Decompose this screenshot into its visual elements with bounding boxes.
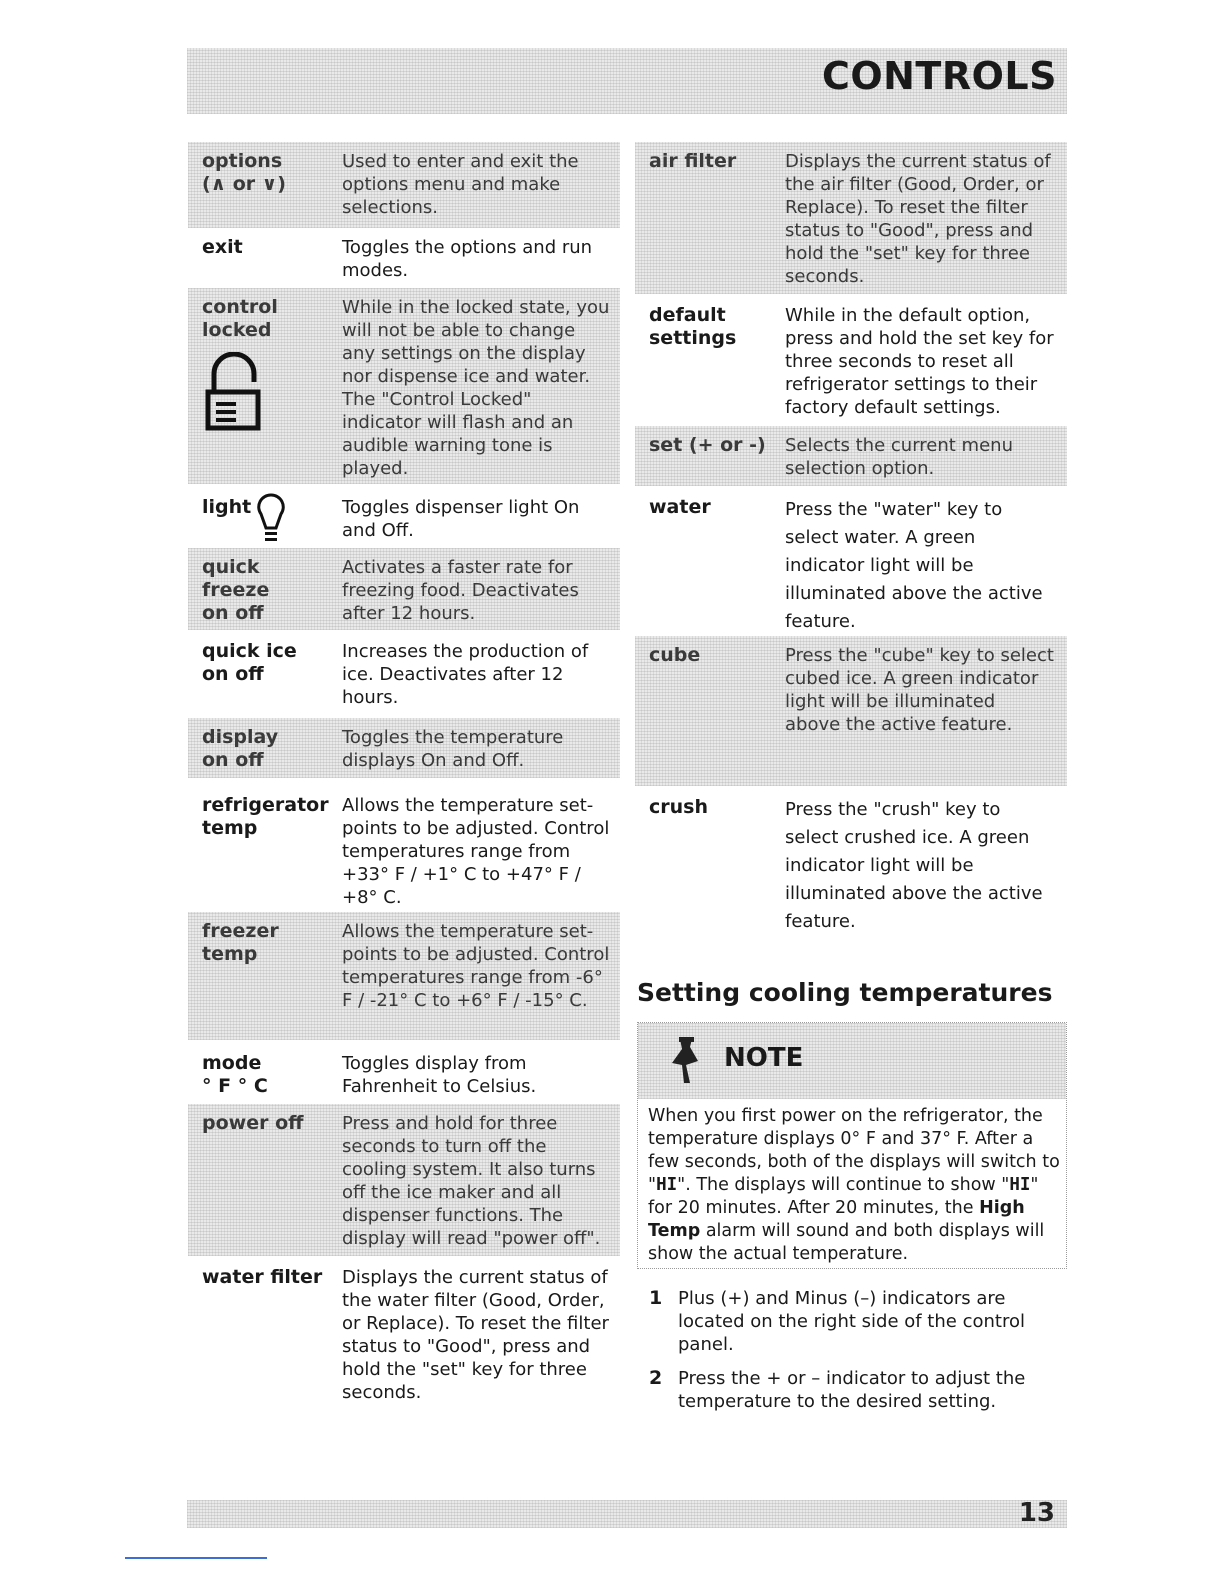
control-term: crush xyxy=(649,796,708,818)
control-description: While in the locked state, you will not be able to change any settings on the display nor dispense ice and water. The "Control Locked" indicator will flash and an audible warning tone is played. xyxy=(342,297,610,479)
note-hi: HI xyxy=(1009,1175,1031,1195)
control-description: Press the "water" key to select water. A green indicator light will be illuminated above the active feature. xyxy=(785,499,1043,632)
pushpin-icon xyxy=(668,1035,708,1087)
light-bulb-icon xyxy=(256,492,286,544)
step-number: 1 xyxy=(649,1287,663,1309)
right-entry xyxy=(635,792,1067,932)
header-bar xyxy=(187,48,1067,114)
control-term: cube xyxy=(649,644,701,666)
control-term: mode ° F ° C xyxy=(202,1052,268,1097)
control-term: refrigerator temp xyxy=(202,794,329,839)
left-entry xyxy=(188,548,620,630)
page-number: 13 xyxy=(1018,1498,1055,1528)
page-title: CONTROLS xyxy=(821,54,1057,98)
control-description: Selects the current menu selection option. xyxy=(785,435,1013,479)
control-description: Press the "crush" key to select crushed ice. A green indicator light will be illuminated above the active feature. xyxy=(785,799,1043,932)
control-description: Increases the production of ice. Deactivates after 12 hours. xyxy=(342,641,589,708)
note-label: NOTE xyxy=(724,1043,804,1073)
control-description: Toggles dispenser light On and Off. xyxy=(342,497,580,541)
left-entry xyxy=(188,718,620,778)
control-term: light xyxy=(202,496,252,518)
padlock-icon xyxy=(204,352,264,432)
control-term: set (+ or -) xyxy=(649,434,766,456)
step-text: Plus (+) and Minus (–) indicators are located on the right side of the control panel. xyxy=(678,1288,1025,1355)
left-entry xyxy=(188,232,620,284)
control-term: control locked xyxy=(202,296,278,341)
note-high-temp: High Temp xyxy=(648,1198,1025,1241)
control-term: quick ice on off xyxy=(202,640,297,685)
control-term: water xyxy=(649,496,711,518)
left-entry xyxy=(188,1262,620,1402)
note-text-part: " for 20 minutes. After 20 minutes, the xyxy=(648,1175,1039,1218)
control-description: Press and hold for three seconds to turn off the cooling system. It also turns off the ice maker and all dispenser functions. The display will read "power off". xyxy=(342,1113,601,1249)
left-entry xyxy=(188,1104,620,1256)
control-term: display on off xyxy=(202,726,279,771)
right-entry xyxy=(635,426,1067,486)
control-description: Displays the current status of the air filter (Good, Order, or Replace). To reset the filter status to "Good", press and hold the "set" key for three seconds. xyxy=(785,151,1051,287)
left-entry xyxy=(188,636,620,710)
right-entry xyxy=(635,300,1067,422)
footer-bar xyxy=(187,1500,1067,1528)
left-entry xyxy=(188,288,620,484)
control-term: water filter xyxy=(202,1266,323,1288)
control-description: Activates a faster rate for freezing food. Deactivates after 12 hours. xyxy=(342,557,579,624)
left-entry xyxy=(188,1048,620,1100)
note-text-part: When you first power on the refrigerator, the temperature displays 0° F and 37° F. After a few seconds, both of the displays will switch to " xyxy=(648,1106,1060,1195)
step-number: 2 xyxy=(649,1367,663,1389)
control-term: freezer temp xyxy=(202,920,279,965)
control-description: Allows the temperature set-points to be adjusted. Control temperatures range from +33° F / +1° C to +47° F / +8° C. xyxy=(342,795,610,908)
note-header xyxy=(638,1023,1066,1099)
control-description: Toggles display from Fahrenheit to Celsius. xyxy=(342,1053,537,1097)
control-description: Used to enter and exit the options menu and make selections. xyxy=(342,151,579,218)
note-text-part: alarm will sound and both displays will show the actual temperature. xyxy=(648,1221,1045,1264)
control-description: Toggles the temperature displays On and Off. xyxy=(342,727,564,771)
control-description: Displays the current status of the water filter (Good, Order, or Replace). To reset the filter status to "Good", press and hold the "set" key for three seconds. xyxy=(342,1267,609,1403)
section-heading: Setting cooling temperatures xyxy=(637,978,1053,1007)
left-entry xyxy=(188,492,620,542)
divider-line xyxy=(125,1557,267,1559)
control-term: power off xyxy=(202,1112,304,1134)
note-text-part: ". The displays will continue to show " xyxy=(677,1175,1010,1195)
control-description: Allows the temperature set-points to be adjusted. Control temperatures range from -6° F / -21° C to +6° F / -15° C. xyxy=(342,921,610,1011)
control-term: default settings xyxy=(649,304,737,349)
note-box xyxy=(637,1022,1067,1269)
left-entry xyxy=(188,142,620,228)
control-term: quick freeze on off xyxy=(202,556,270,624)
control-term: options (∧ or ∨) xyxy=(202,150,286,195)
control-term: air filter xyxy=(649,150,737,172)
right-entry xyxy=(635,492,1067,632)
right-entry xyxy=(635,142,1067,294)
control-term: exit xyxy=(202,236,243,258)
control-description: While in the default option, press and hold the set key for three seconds to reset all refrigerator settings to their factory default settings. xyxy=(785,305,1054,418)
control-description: Press the "cube" key to select cubed ice. A green indicator light will be illuminated above the active feature. xyxy=(785,645,1054,735)
right-entry xyxy=(635,636,1067,786)
step-text: Press the + or – indicator to adjust the temperature to the desired setting. xyxy=(678,1368,1026,1412)
left-entry xyxy=(188,912,620,1040)
note-hi: HI xyxy=(656,1175,678,1195)
control-description: Toggles the options and run modes. xyxy=(342,237,593,281)
left-entry xyxy=(188,790,620,912)
note-text xyxy=(648,1105,1062,1266)
